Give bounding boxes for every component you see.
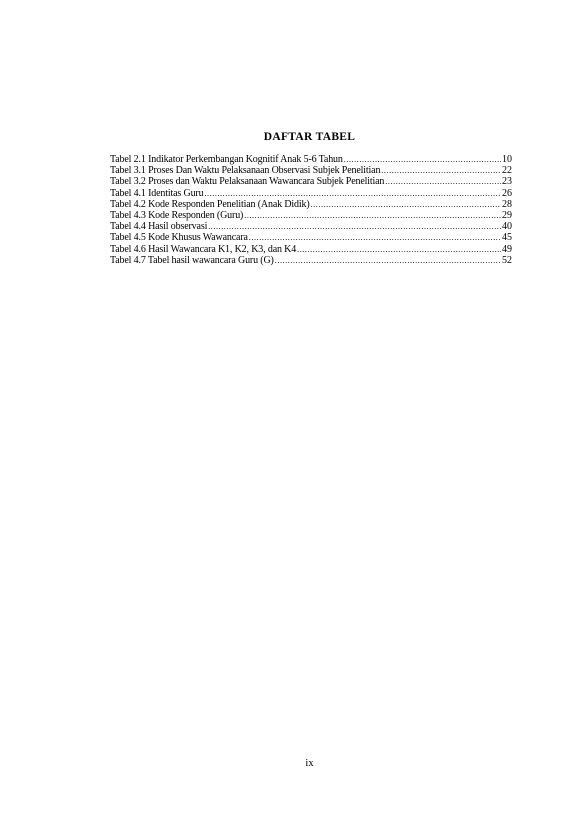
toc-entry-page: 52 [502,254,512,266]
toc-entry-page: 23 [502,176,512,188]
toc-entry-label: Tabel 4.1 Identitas Guru [110,187,204,199]
dot-leader [204,188,501,199]
dot-leader [244,210,501,221]
toc-entry [110,199,512,210]
toc-entry-page: 45 [502,232,512,244]
toc-entry [110,165,512,176]
page-number: ix [305,758,314,769]
dot-leader [311,199,501,210]
dot-leader [275,255,501,266]
toc-entry-label: Tabel 4.5 Kode Khusus Wawancara [110,232,248,244]
toc-entry-label: Tabel 4.7 Tabel hasil wawancara Guru (G) [110,254,274,266]
toc-entry-page: 29 [502,209,512,221]
toc-entry-page: 28 [502,198,512,210]
toc-entry [110,221,512,232]
toc-entry-page: 40 [502,221,512,233]
toc-entry-label: Tabel 3.2 Proses dan Waktu Pelaksanaan Wawancara Subjek Penelitian [110,176,385,188]
toc-entry [110,176,512,187]
toc-entry [110,232,512,243]
dot-leader [297,244,501,255]
dot-leader [249,232,501,243]
dot-leader [385,176,501,187]
page-title: DAFTAR TABEL [263,131,356,143]
toc-entry-label: Tabel 4.6 Hasil Wawancara K1, K2, K3, dan K4 [110,243,297,255]
toc-entry-page: 26 [502,187,512,199]
toc-entry-label: Tabel 3.1 Proses Dan Waktu Pelaksanaan Observasi Subjek Penelitian [110,165,381,177]
toc-entry [110,244,512,255]
toc-entry-label: Tabel 4.4 Hasil observasi [110,221,208,233]
toc-entry-label: Tabel 4.3 Kode Responden (Guru) [110,209,244,221]
toc-entry [110,188,512,199]
toc-entry-page: 10 [502,154,512,165]
toc-entry [110,154,512,165]
dot-leader [381,165,501,176]
toc-entry [110,210,512,221]
toc-entry-page: 22 [502,165,512,177]
toc-entry-page: 49 [502,243,512,255]
dot-leader [344,154,501,165]
dot-leader [208,221,501,232]
table-of-tables [110,154,512,266]
toc-entry [110,255,512,266]
toc-entry-label: Tabel 4.2 Kode Responden Penelitian (Anak Didik) [110,198,310,210]
toc-entry-label: Tabel 2.1 Indikator Perkembangan Kognitif Anak 5-6 Tahun [110,154,343,165]
